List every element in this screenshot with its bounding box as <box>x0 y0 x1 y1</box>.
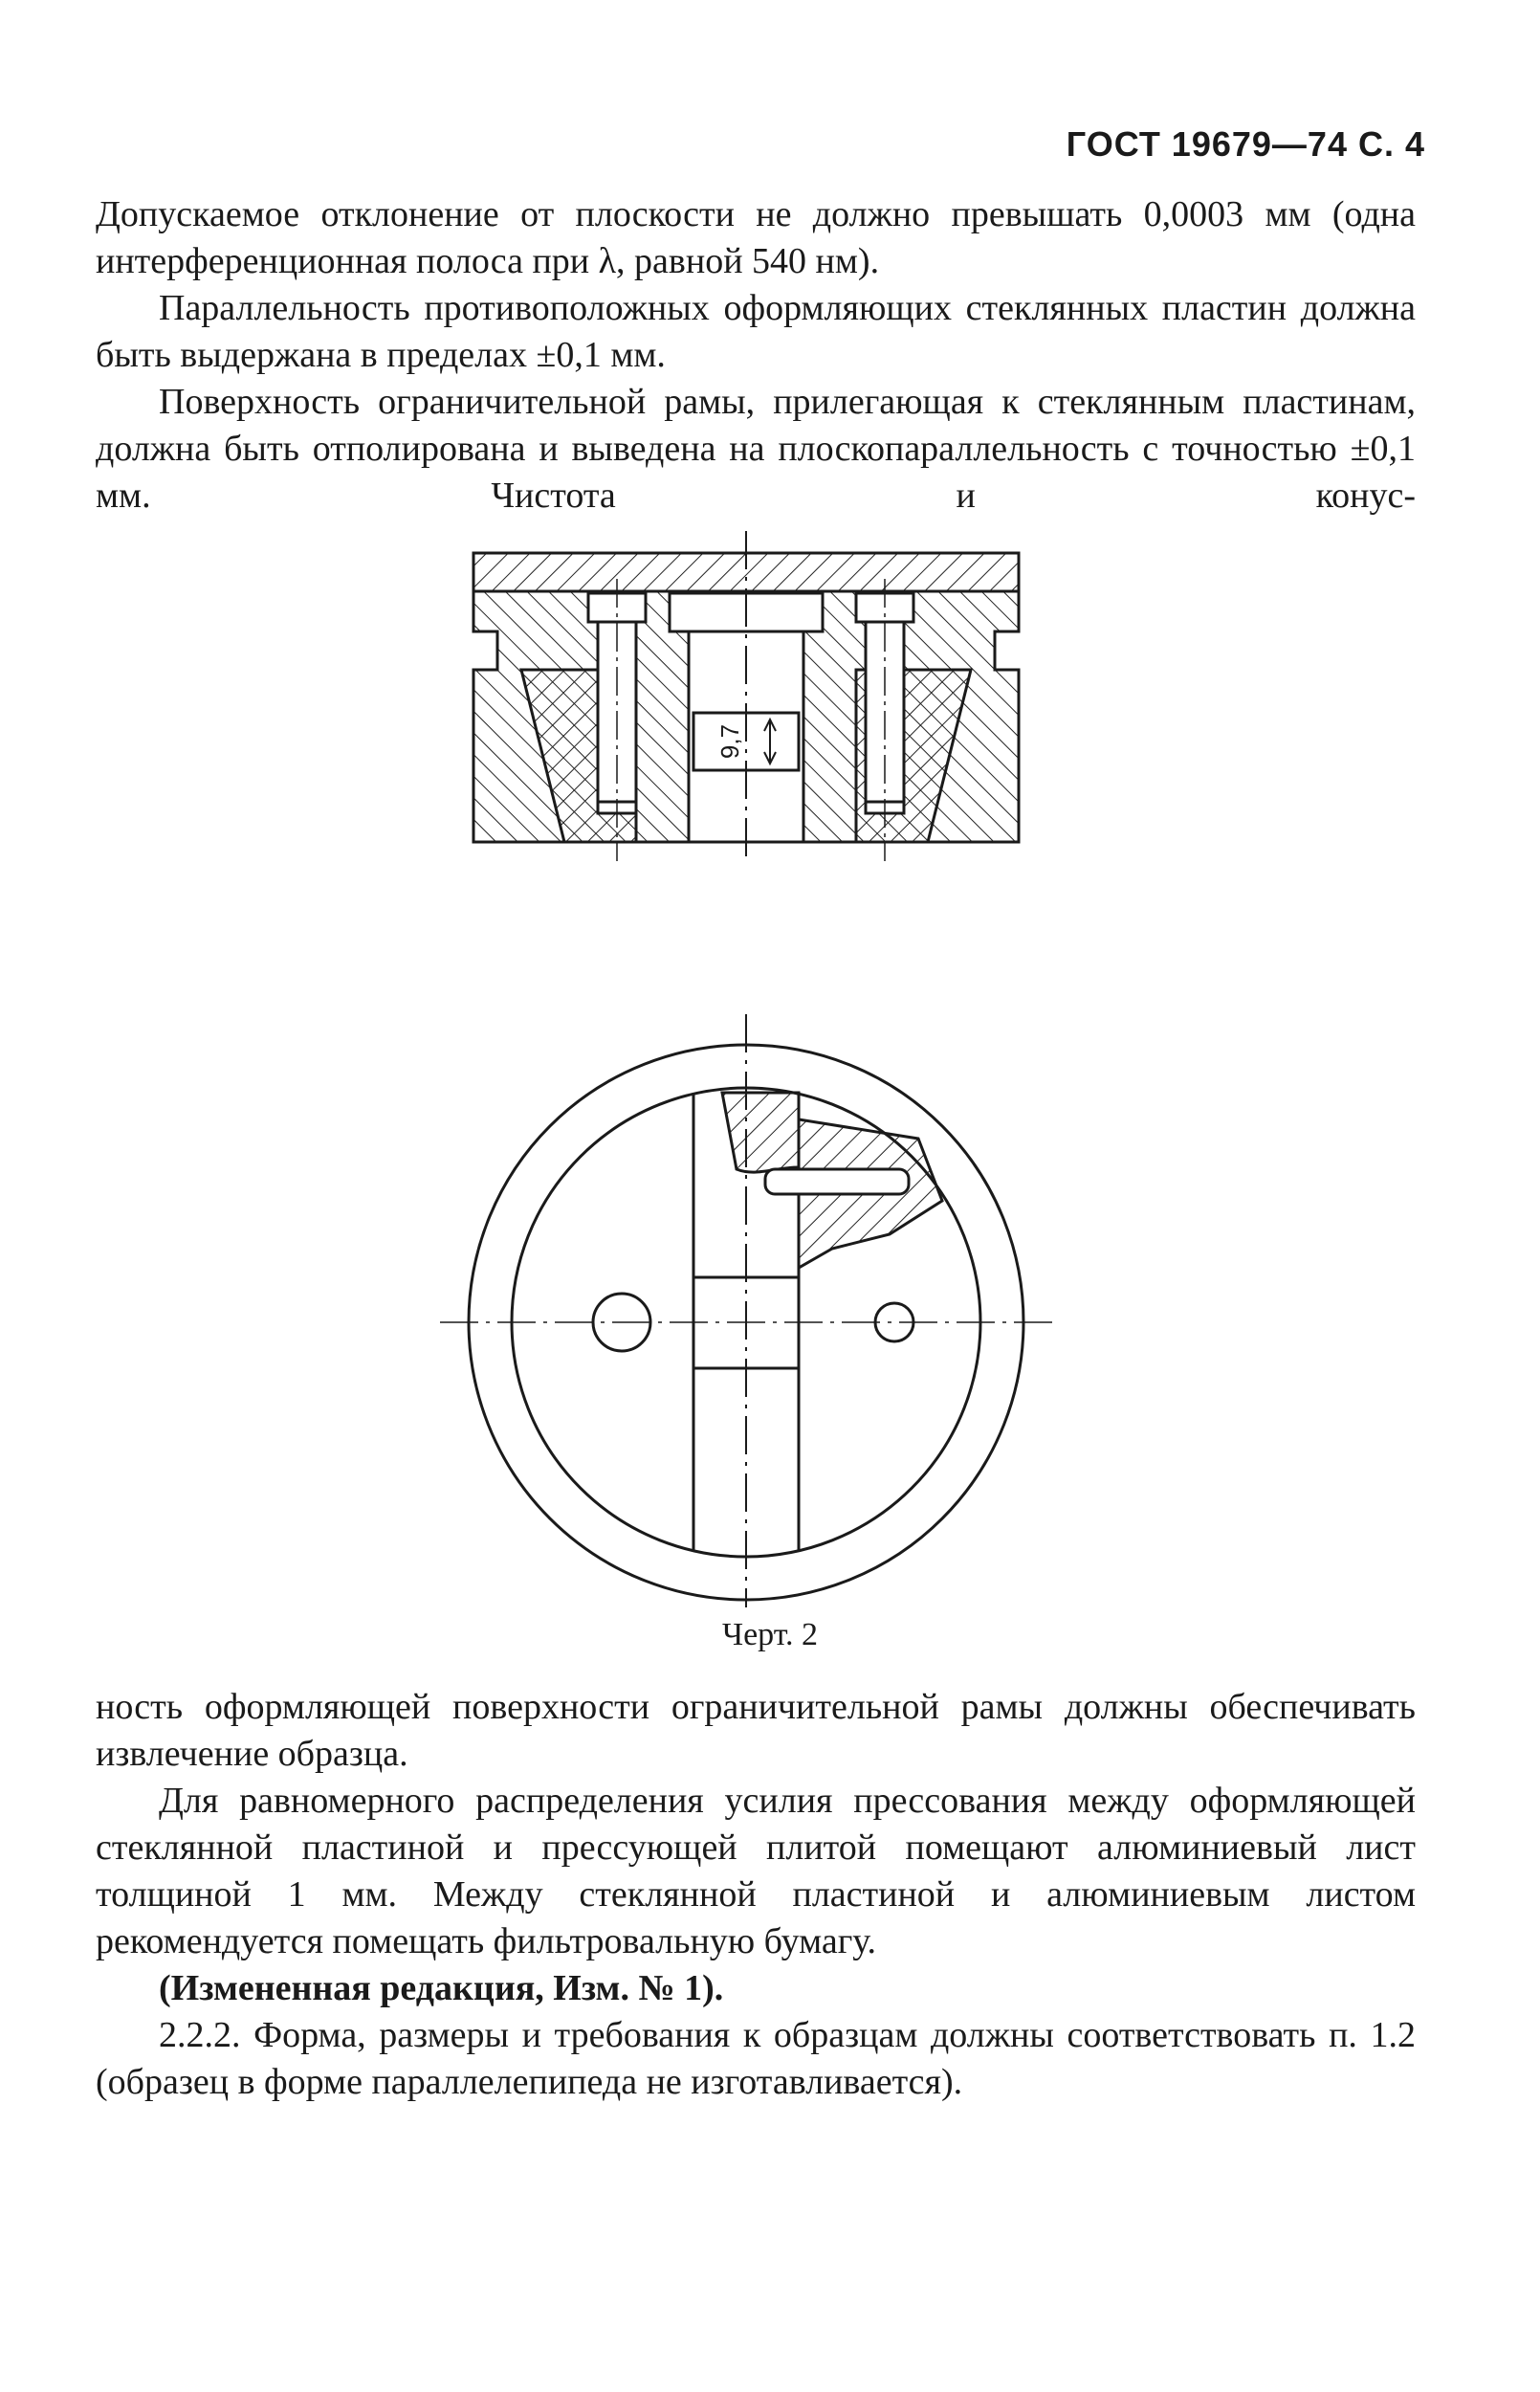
paragraph-2-2-2: 2.2.2. Форма, размеры и требования к образцам должны соответствовать п. 1.2 (образец в форме параллелепипеда не изготавливается). <box>96 2015 1416 2102</box>
bottom-text <box>96 1684 1416 2106</box>
section-view <box>473 531 1019 861</box>
paragraph-taper: ность оформляющей поверхности ограничительной рамы должны обеспечивать извлечение образца. <box>96 1687 1416 1774</box>
dimension-label: 9,7 <box>715 723 744 760</box>
paragraph-frame-surface: Поверхность ограничительной рамы, прилегающая к стеклянным пластинам, должна быть отполирована и выведена на плоскопараллельность с точностью ±0,1 мм. Чистота и конус- <box>96 382 1416 516</box>
page-header: ГОСТ 19679—74 С. 4 <box>1066 124 1425 164</box>
paragraph-parallelism: Параллельность противоположных оформляющих стеклянных пластин должна быть выдержана в пределах ±0,1 мм. <box>96 288 1416 375</box>
paragraph-flatness: Допускаемое отклонение от плоскости не должно превышать 0,0003 мм (одна интерференционная полоса при λ, равной 540 нм). <box>96 194 1416 281</box>
paragraph-revision: (Измененная редакция, Изм. № 1). <box>159 1968 724 2008</box>
paragraph-pressing: Для равномерного распределения усилия прессования между оформляющей стеклянной пластиной и прессующей плитой помещают алюминиевый лист толщиной 1 мм. Между стеклянной пластиной и алюминиевым листом рекомендуется помещать фильтровальную бумагу. <box>96 1781 1416 1961</box>
plan-view <box>440 1014 1052 1607</box>
figure-caption: Черт. 2 <box>721 1617 819 1652</box>
